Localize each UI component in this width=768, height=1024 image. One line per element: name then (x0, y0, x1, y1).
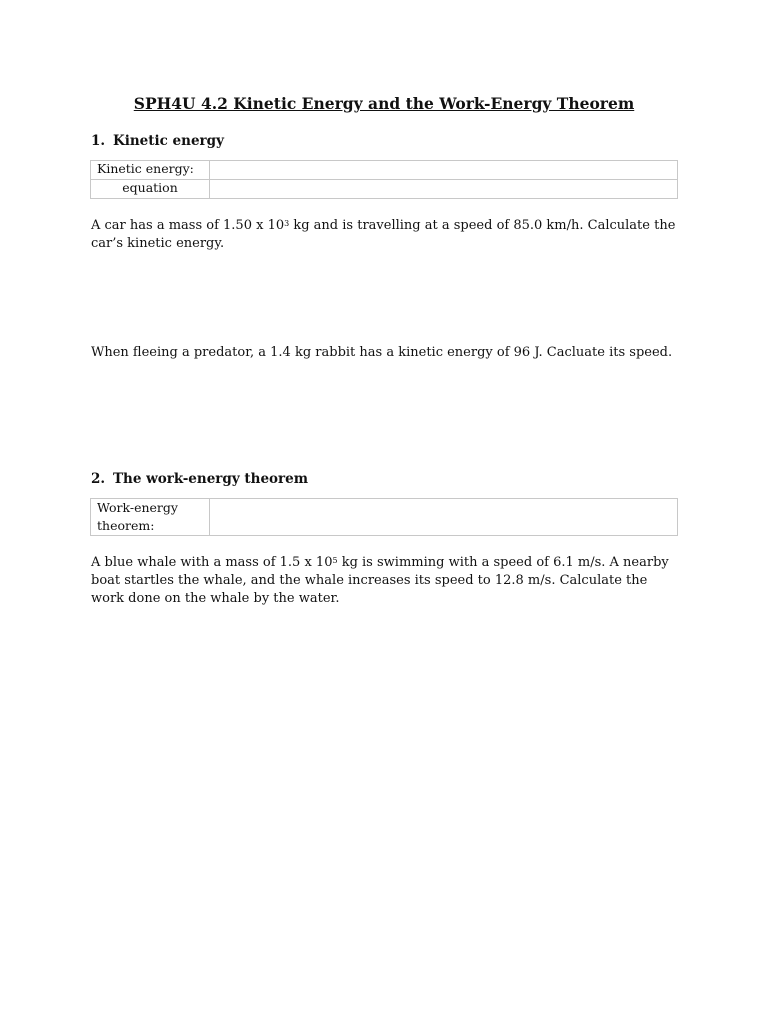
problem-whale (91, 554, 681, 608)
kinetic-energy-answer-cell[interactable] (210, 161, 678, 180)
kinetic-energy-label-cell (91, 161, 210, 180)
section-1-heading (91, 133, 224, 149)
equation-label-cell (91, 180, 210, 199)
kinetic-energy-equation-table (90, 160, 678, 199)
worksheet-title: SPH4U 4.2 Kinetic Energy and the Work-Energy Theorem (133, 94, 635, 113)
problem-car (91, 217, 681, 253)
section-2-number: 2. (91, 471, 106, 487)
problem-whale-text-2: kg is swimming with a speed of 6.1 m/s. A nearby boat startles the whale, and the whale increases its speed to 12.8 m/s. Calculate the work done on the whale by the water. (91, 555, 669, 606)
work-energy-label-line2: theorem: (97, 518, 155, 533)
section-2-title: The work-energy theorem (113, 471, 309, 487)
problem-car-text-1: A car has a mass of 1.50 x 10 (91, 218, 285, 233)
work-energy-label-cell (91, 499, 210, 536)
work-energy-answer-cell[interactable] (210, 499, 678, 536)
problem-whale-exponent: 5 (332, 556, 338, 565)
work-energy-theorem-table (90, 498, 678, 536)
section-1-title: Kinetic energy (113, 133, 224, 149)
section-2-heading (91, 471, 308, 487)
problem-rabbit: When fleeing a predator, a 1.4 kg rabbit has a kinetic energy of 96 J. Cacluate its speed. (91, 345, 673, 360)
section-1-number: 1. (91, 133, 106, 149)
problem-car-text-2: kg and is travelling at a speed of 85.0 km/h. Calculate the car’s kinetic energy. (91, 218, 676, 251)
kinetic-energy-label: Kinetic energy: (97, 161, 194, 176)
equation-answer-cell[interactable] (210, 180, 678, 199)
problem-car-exponent: 3 (284, 219, 290, 228)
problem-whale-text-1: A blue whale with a mass of 1.5 x 10 (91, 555, 333, 570)
work-energy-label-line1: Work-energy (97, 500, 178, 515)
equation-label: equation (122, 180, 178, 195)
